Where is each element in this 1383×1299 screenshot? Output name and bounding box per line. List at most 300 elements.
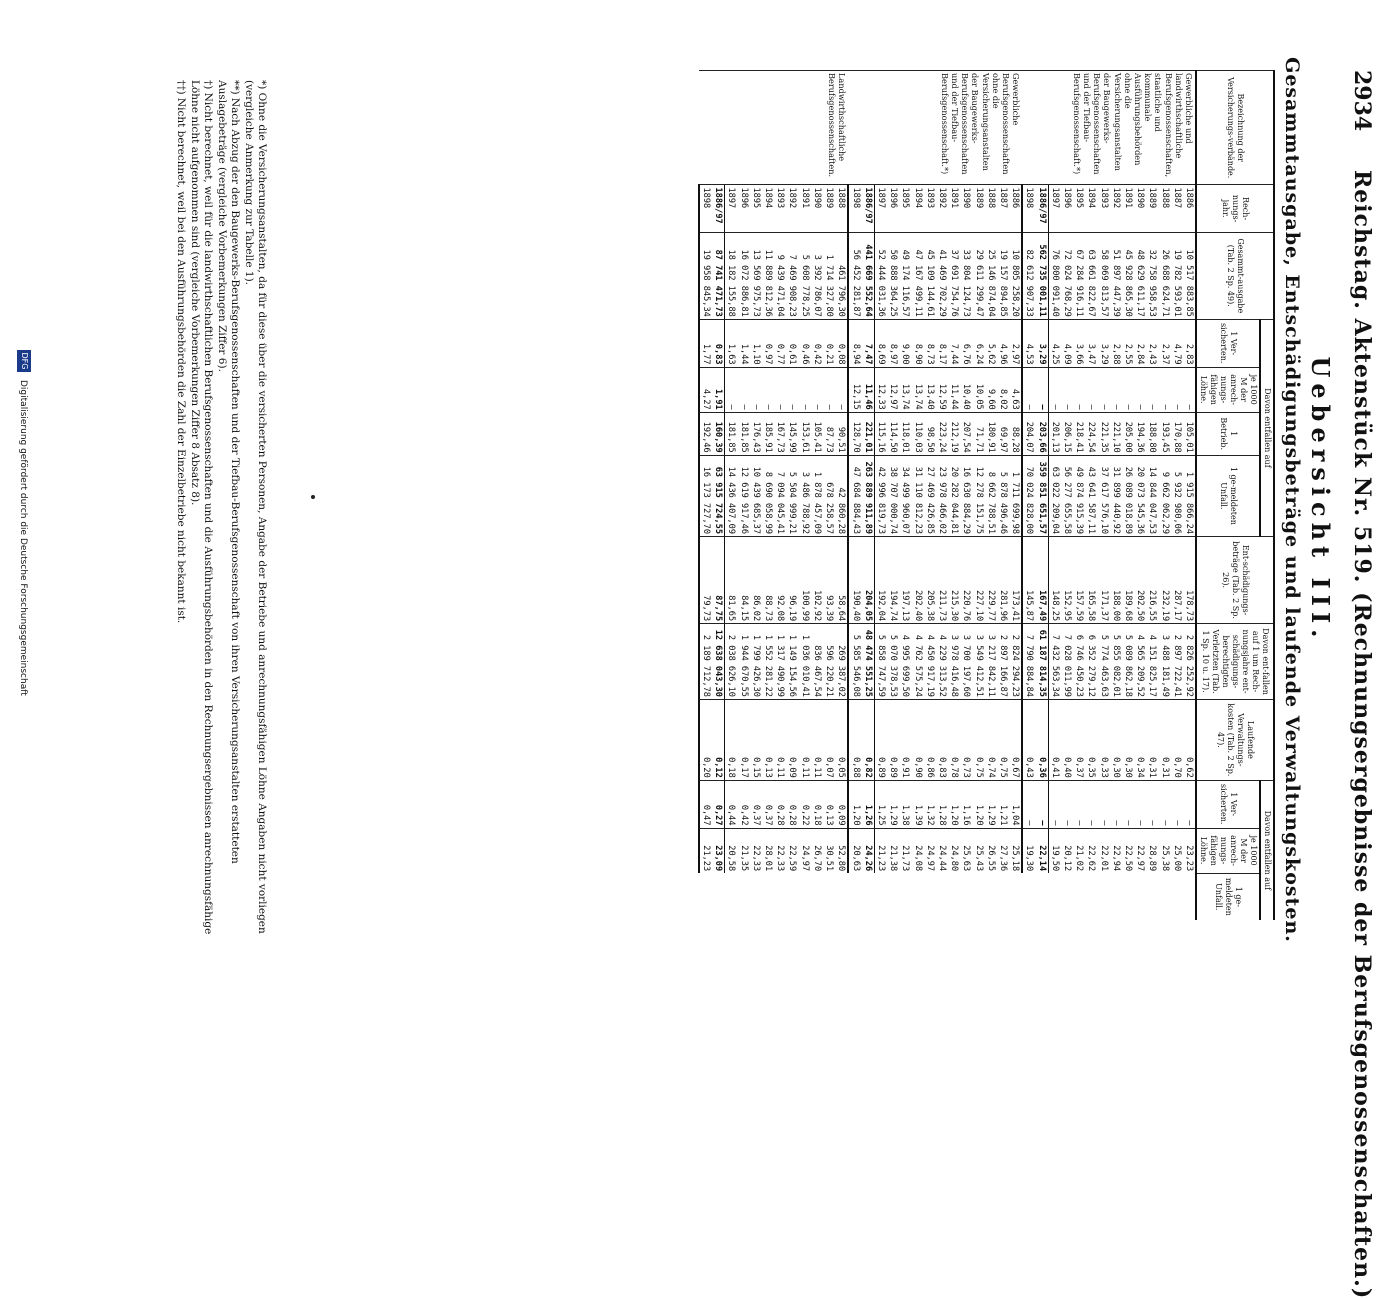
table-cell: 224,54: [1085, 412, 1097, 455]
table-cell: 263 889 911,89: [862, 455, 875, 536]
table-cell: 0,78: [948, 699, 960, 780]
table-cell: 194,74: [887, 537, 899, 624]
table-cell: 192,04: [874, 537, 887, 624]
table-cell: 22,50: [1122, 828, 1134, 873]
table-cell: 88,28: [1009, 412, 1022, 455]
table-cell: 61 187 814,35: [1035, 624, 1048, 700]
table-cell: 20 282 044,81: [948, 455, 960, 536]
table-cell: —: [1158, 780, 1170, 828]
table-cell: 12,59: [936, 367, 948, 412]
table-cell: 58 069 813,57: [1097, 232, 1109, 319]
table-cell: 11,44: [948, 367, 960, 412]
table-cell: 27,36: [997, 828, 1009, 873]
table-cell: 190,40: [848, 537, 861, 624]
table-cell: 0,28: [786, 780, 798, 828]
table-row: [1085, 71, 1097, 921]
table-cell: 52,80: [835, 828, 848, 873]
table-cell: 204,07: [1022, 412, 1035, 455]
table-cell: 0,88: [848, 699, 861, 780]
table-cell: 22,33: [774, 828, 786, 873]
table-cell: 0,12: [712, 699, 725, 780]
table-cell: 4,63: [1009, 367, 1022, 412]
table-cell: 8 690 058,99: [762, 455, 774, 536]
table-cell: 206,15: [1061, 412, 1073, 455]
table-cell: 1,77: [699, 319, 712, 367]
table-cell: 100,99: [799, 537, 811, 624]
table-cell: 102,92: [811, 537, 823, 624]
table-cell: 0,30: [1122, 699, 1134, 780]
table-cell: 5 774 463,63: [1097, 624, 1109, 700]
table-cell: 8,69: [874, 319, 887, 367]
table-cell: 1887: [997, 185, 1009, 232]
table-cell: 6 352 279,12: [1085, 624, 1097, 700]
table-cell: 24,08: [911, 828, 923, 873]
table-cell: 7 469 908,23: [786, 232, 798, 319]
table-row: [712, 71, 725, 921]
table-cell: —: [762, 367, 774, 412]
table-cell: 70 024 828,00: [1022, 455, 1035, 536]
table-cell: 30,51: [823, 828, 835, 873]
table-cell: 2,43: [1146, 319, 1158, 367]
table-cell: 1,28: [936, 780, 948, 828]
table-cell: 1888: [1158, 185, 1170, 232]
table-cell: 23,23: [1183, 828, 1196, 873]
table-cell: 31 110 812,23: [911, 455, 923, 536]
table-cell: —: [1171, 780, 1183, 828]
table-cell: 203,66: [1035, 412, 1048, 455]
table-cell: 118,01: [899, 412, 911, 455]
table-cell: 1889: [1146, 185, 1158, 232]
table-cell: 4,25: [1048, 319, 1061, 367]
table-cell: 1 714 327,80: [823, 232, 835, 319]
table-cell: 76 800 091,40: [1048, 232, 1061, 319]
table-cell: 5 585 546,08: [848, 624, 861, 700]
col-vers2: 1 Ver-sicherten.: [1196, 780, 1260, 828]
table-cell: 1 944 670,55: [737, 624, 749, 700]
table-cell: 3 549 412,51: [972, 624, 984, 700]
table-row: [799, 71, 811, 921]
table-cell: 221,35: [1097, 412, 1109, 455]
table-cell: 202,40: [911, 537, 923, 624]
table-cell: 67 284 916,11: [1073, 232, 1085, 319]
table-cell: 201,13: [1048, 412, 1061, 455]
table-title: Uebersicht III.: [1306, 356, 1335, 644]
table-cell: 0,30: [1110, 699, 1122, 780]
table-cell: 0,36: [1035, 699, 1048, 780]
table-cell: 105,41: [811, 412, 823, 455]
table-cell: 1,39: [911, 780, 923, 828]
table-cell: 3,66: [1073, 319, 1085, 367]
table-cell: 2,37: [1158, 319, 1170, 367]
table-cell: 63 915 724,55: [712, 455, 725, 536]
table-cell: —: [1183, 780, 1196, 828]
table-cell: 145,99: [786, 412, 798, 455]
table-cell: 22,62: [1085, 828, 1097, 873]
table-cell: 1897: [874, 185, 887, 232]
table-cell: 165,58: [1085, 537, 1097, 624]
table-cell: 2,83: [1183, 319, 1196, 367]
col-gesamt: Gesammt-ausgabe (Tab. 2 Sp. 49).: [1196, 232, 1274, 319]
table-cell: 12,97: [887, 367, 899, 412]
table-cell: 0,21: [823, 319, 835, 367]
table-cell: 63 022 209,04: [1048, 455, 1061, 536]
table-cell: 37 691 754,76: [948, 232, 960, 319]
group-label: Landwirthschaftliche Berufsgenossenschaften.: [699, 71, 848, 185]
table-cell: 49 874 915,39: [1073, 455, 1085, 536]
col-bezeichnung: Bezeichnung der Versicherungs-verbände.: [1196, 71, 1274, 185]
table-cell: 8,02: [997, 367, 1009, 412]
table-cell: 0,34: [1134, 699, 1146, 780]
table-cell: 26 688 624,71: [1158, 232, 1170, 319]
table-row: [737, 71, 749, 921]
table-cell: 34 499 960,07: [899, 455, 911, 536]
table-row: [972, 71, 984, 921]
col-jahr: Rech-nungs-jahr.: [1196, 185, 1274, 232]
table-cell: —: [1183, 367, 1196, 412]
table-cell: 2,84: [1134, 319, 1146, 367]
table-cell: 8 662 788,51: [985, 455, 997, 536]
table-cell: 63 661 822,67: [1085, 232, 1097, 319]
table-cell: 4 151 825,17: [1146, 624, 1158, 700]
table-cell: 1886/97: [1035, 185, 1048, 232]
table-cell: 1892: [1110, 185, 1122, 232]
ornament-dot: [311, 495, 315, 499]
table-cell: 7,44: [948, 319, 960, 367]
table-cell: 45 109 144,61: [924, 232, 936, 319]
table-row: [1171, 71, 1183, 921]
table-cell: 24,97: [924, 828, 936, 873]
table-cell: 1,26: [862, 780, 875, 828]
table-cell: —: [1073, 780, 1085, 828]
table-cell: 1894: [911, 185, 923, 232]
table-cell: 0,20: [699, 699, 712, 780]
table-row: [774, 71, 786, 921]
table-cell: 5,62: [985, 319, 997, 367]
table-cell: 192,46: [699, 412, 712, 455]
table-cell: 0,83: [712, 319, 725, 367]
col-lohn: je 1000 M der anrech-nungs-fähigen Löhne.: [1196, 367, 1260, 412]
table-cell: —: [1035, 367, 1048, 412]
table-cell: 3 217 842,11: [985, 624, 997, 700]
table-cell: 4 995 699,50: [899, 624, 911, 700]
table-cell: 221,01: [862, 412, 875, 455]
table-cell: 5 089 862,18: [1122, 624, 1134, 700]
table-cell: 7 094 045,41: [774, 455, 786, 536]
table-cell: 87 741 471,73: [712, 232, 725, 319]
table-row: [924, 71, 936, 921]
table-cell: 207,54: [960, 412, 972, 455]
table-cell: —: [1158, 367, 1170, 412]
table-cell: 128,70: [848, 412, 861, 455]
table-cell: 47 684 884,43: [848, 455, 861, 536]
table-cell: —: [1122, 367, 1134, 412]
table-cell: 12 638 043,30: [712, 624, 725, 700]
table-cell: 84,15: [737, 537, 749, 624]
table-cell: 2 038 626,10: [725, 624, 738, 700]
table-cell: 0,61: [786, 319, 798, 367]
table-cell: 2,55: [1122, 319, 1134, 367]
table-cell: —: [750, 367, 762, 412]
table-cell: 180,91: [985, 412, 997, 455]
table-cell: 12 619 917,46: [737, 455, 749, 536]
table-cell: 21,38: [887, 828, 899, 873]
table-cell: —: [1146, 780, 1158, 828]
page-number: 2934: [1349, 70, 1375, 132]
table-cell: 1 317 490,99: [774, 624, 786, 700]
table-cell: 25 146 874,04: [985, 232, 997, 319]
table-cell: 153,61: [799, 412, 811, 455]
table-cell: 0,91: [899, 699, 911, 780]
col-verwalt: Laufende Verwaltungs-kosten (Tab. 2 Sp. 47).: [1196, 699, 1274, 780]
table-cell: 170,88: [1171, 412, 1183, 455]
table-cell: —: [1085, 367, 1097, 412]
table-cell: 205,00: [1122, 412, 1134, 455]
col-davon2-group: Davon entfallen auf: [1260, 780, 1274, 920]
table-cell: 1895: [1073, 185, 1085, 232]
table-cell: 42 860,28: [835, 455, 848, 536]
table-cell: 0,75: [997, 699, 1009, 780]
table-cell: 0,17: [737, 699, 749, 780]
table-cell: 21,23: [874, 828, 887, 873]
table-cell: 441 669 552,64: [862, 232, 875, 319]
table-cell: 562 735 001,11: [1035, 232, 1048, 319]
table-cell: —: [1048, 780, 1061, 828]
table-cell: 20,12: [1061, 828, 1073, 873]
table-row: [699, 71, 712, 921]
table-cell: 22,33: [750, 828, 762, 873]
table-cell: 45 928 865,30: [1122, 232, 1134, 319]
table-cell: 3 486 788,92: [799, 455, 811, 536]
table-cell: 1,91: [712, 367, 725, 412]
table-cell: 1,25: [874, 780, 887, 828]
table-cell: 1887: [1171, 185, 1183, 232]
table-cell: 12,33: [874, 367, 887, 412]
table-cell: 3 488 181,49: [1158, 624, 1170, 700]
table-cell: 81,65: [725, 537, 738, 624]
table-cell: 181,85: [725, 412, 738, 455]
table-cell: 193,45: [1158, 412, 1170, 455]
table-cell: —: [811, 367, 823, 412]
table-cell: —: [1085, 780, 1097, 828]
table-cell: 1 036 010,41: [799, 624, 811, 700]
table-cell: 160,39: [712, 412, 725, 455]
table-cell: 1,29: [985, 780, 997, 828]
table-cell: 37 617 576,10: [1097, 455, 1109, 536]
table-cell: 0,70: [1171, 699, 1183, 780]
col-betrieb: 1 Betrieb.: [1196, 412, 1260, 455]
table-cell: 0,89: [887, 699, 899, 780]
table-cell: 0,75: [972, 699, 984, 780]
table-row: [1146, 71, 1158, 921]
table-cell: 22,01: [1097, 828, 1109, 873]
table-cell: 51 897 447,39: [1110, 232, 1122, 319]
table-cell: 20 073 545,36: [1134, 455, 1146, 536]
table-cell: 7 432 563,34: [1048, 624, 1061, 700]
table-cell: 5 932 980,06: [1171, 455, 1183, 536]
table-cell: 110,03: [911, 412, 923, 455]
table-cell: 3 700 197,60: [960, 624, 972, 700]
table-cell: 5 504 999,21: [786, 455, 798, 536]
table-cell: —: [1022, 780, 1035, 828]
table-cell: 12 278 151,75: [972, 455, 984, 536]
table-cell: 185,91: [762, 412, 774, 455]
table-cell: 10,05: [972, 367, 984, 412]
table-cell: 115,16: [874, 412, 887, 455]
table-row: [936, 71, 948, 921]
table-cell: 1889: [972, 185, 984, 232]
table-cell: 10 805 258,20: [1009, 232, 1022, 319]
table-body: [699, 71, 1196, 921]
statistics-table: [698, 70, 1275, 920]
table-cell: 1,10: [750, 319, 762, 367]
table-cell: 1897: [725, 185, 738, 232]
table-cell: 1,44: [737, 319, 749, 367]
table-cell: 5 855 082,01: [1110, 624, 1122, 700]
col-entsch: Ent-schädigungs-beträge (Tab. 2 Sp. 26).: [1196, 537, 1274, 624]
table-cell: 167,73: [774, 412, 786, 455]
table-cell: —: [1134, 780, 1146, 828]
table-cell: 87,75: [712, 537, 725, 624]
table-row: [725, 71, 738, 921]
table-cell: 2 897 722,41: [1171, 624, 1183, 700]
table-row: [1122, 71, 1134, 921]
table-cell: 26,70: [811, 828, 823, 873]
table-cell: 48 629 611,17: [1134, 232, 1146, 319]
table-cell: 212,19: [948, 412, 960, 455]
table-cell: 1,20: [972, 780, 984, 828]
table-subtitle: Gesammtausgabe, Entschädigungsbeträge und laufende Verwaltungskosten.: [1281, 57, 1303, 943]
table-cell: —: [1061, 780, 1073, 828]
table-cell: 96,19: [786, 537, 798, 624]
table-cell: 8,94: [848, 319, 861, 367]
table-row: [835, 71, 848, 921]
table-cell: —: [1134, 367, 1146, 412]
table-cell: —: [823, 367, 835, 412]
table-cell: 9,60: [985, 367, 997, 412]
table-cell: 23 978 466,02: [936, 455, 948, 536]
table-cell: 3 978 416,48: [948, 624, 960, 700]
table-cell: 86,02: [750, 537, 762, 624]
table-row: [862, 71, 875, 921]
table-cell: 10 517 883,85: [1183, 232, 1196, 319]
table-cell: —: [1146, 367, 1158, 412]
table-cell: —: [1073, 367, 1085, 412]
table-cell: 24,80: [948, 828, 960, 873]
table-cell: 0,31: [1146, 699, 1158, 780]
running-title: Reichstag. Aktenstück Nr. 519. (Rechnungsergebnisse der Berufsgenossenschaften.): [1349, 170, 1375, 1299]
table-cell: 2,88: [1110, 319, 1122, 367]
table-cell: 0,42: [737, 780, 749, 828]
table-cell: 38 707 000,74: [887, 455, 899, 536]
table-row: [1035, 71, 1048, 921]
table-row: [750, 71, 762, 921]
table-cell: 47 167 499,11: [911, 232, 923, 319]
table-cell: 3,47: [1085, 319, 1097, 367]
table-cell: 0,18: [725, 699, 738, 780]
table-cell: 227,10: [972, 537, 984, 624]
table-cell: 1889: [823, 185, 835, 232]
table-cell: 21,35: [737, 828, 749, 873]
table-cell: 1888: [985, 185, 997, 232]
table-cell: 16 072 886,81: [737, 232, 749, 319]
table-cell: 215,30: [948, 537, 960, 624]
table-cell: 145,87: [1022, 537, 1035, 624]
table-cell: 1897: [1048, 185, 1061, 232]
table-cell: 50 888 364,25: [887, 232, 899, 319]
table-cell: 197,13: [899, 537, 911, 624]
table-cell: —: [1110, 780, 1122, 828]
table-cell: —: [1061, 367, 1073, 412]
table-cell: 33 804 124,73: [960, 232, 972, 319]
table-cell: 1,16: [960, 780, 972, 828]
table-cell: 181,85: [737, 412, 749, 455]
table-cell: 8,90: [911, 319, 923, 367]
table-cell: 0,07: [823, 699, 835, 780]
table-cell: 202,50: [1134, 537, 1146, 624]
table-row: [1110, 71, 1122, 921]
table-cell: 14 844 047,53: [1146, 455, 1158, 536]
table-cell: 5 608 778,25: [799, 232, 811, 319]
table-cell: 1,32: [924, 780, 936, 828]
table-cell: 21,23: [699, 828, 712, 873]
table-cell: 24,44: [936, 828, 948, 873]
table-cell: 72 024 768,29: [1061, 232, 1073, 319]
table-cell: 171,37: [1097, 537, 1109, 624]
table-cell: 1 878 457,09: [811, 455, 823, 536]
table-cell: 1896: [887, 185, 899, 232]
table-cell: 1893: [774, 185, 786, 232]
footnotes: [173, 80, 268, 940]
table-cell: 31 899 440,92: [1110, 455, 1122, 536]
table-cell: 24,26: [862, 828, 875, 873]
table-cell: 56 277 655,58: [1061, 455, 1073, 536]
table-cell: 98,50: [924, 412, 936, 455]
table-cell: 14 436 407,09: [725, 455, 738, 536]
table-cell: 1895: [899, 185, 911, 232]
table-cell: 189,68: [1122, 537, 1134, 624]
table-cell: 13,74: [899, 367, 911, 412]
col-vers: 1 Ver-sicherten.: [1196, 319, 1260, 367]
table-row: [899, 71, 911, 921]
table-cell: 221,10: [1110, 412, 1122, 455]
table-cell: 1891: [799, 185, 811, 232]
table-cell: 28,01: [762, 828, 774, 873]
table-cell: 1891: [1122, 185, 1134, 232]
table-cell: 4,53: [1022, 319, 1035, 367]
table-cell: 27 469 426,85: [924, 455, 936, 536]
table-cell: 4,96: [997, 319, 1009, 367]
table-cell: —: [737, 367, 749, 412]
table-cell: 0,33: [1097, 699, 1109, 780]
table-cell: 90,51: [835, 412, 848, 455]
table-cell: 0,15: [750, 699, 762, 780]
table-cell: 21,02: [1073, 828, 1085, 873]
table-cell: 22,97: [1134, 828, 1146, 873]
table-cell: 0,11: [811, 699, 823, 780]
table-cell: —: [799, 367, 811, 412]
table-cell: 1890: [811, 185, 823, 232]
table-cell: 4 565 209,52: [1134, 624, 1146, 700]
table-cell: —: [1035, 780, 1048, 828]
table-cell: 220,76: [960, 537, 972, 624]
table-cell: 11 889 812,36: [762, 232, 774, 319]
table-cell: 7 028 011,99: [1061, 624, 1073, 700]
table-cell: 20,63: [848, 828, 861, 873]
table-cell: 87,73: [823, 412, 835, 455]
table-cell: 49 174 116,57: [899, 232, 911, 319]
table-cell: 152,95: [1061, 537, 1073, 624]
table-cell: 0,11: [774, 699, 786, 780]
